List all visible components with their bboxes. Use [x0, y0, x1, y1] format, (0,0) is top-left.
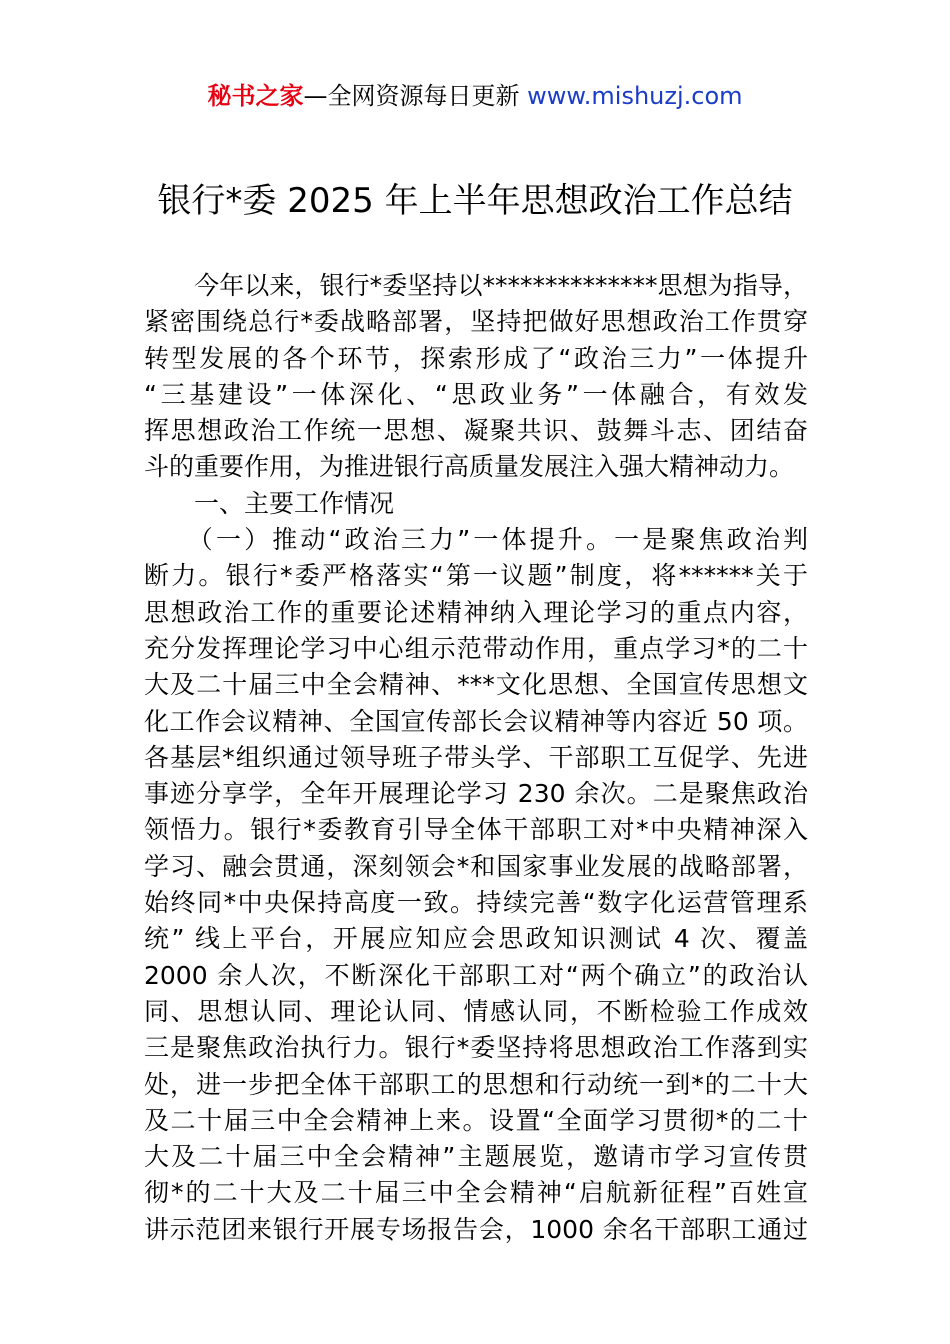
body-line: 2000 余人次，不断深化干部职工对“两个确立”的政治认	[144, 960, 808, 990]
body-line: “三基建设”一体深化、“思政业务”一体融合，有效发	[144, 379, 808, 409]
body-line: （一）推动“政治三力”一体提升。一是聚焦政治判	[144, 525, 808, 555]
site-slogan: —全网资源每日更新	[303, 82, 528, 110]
body-line: 处，进一步把全体干部职工的思想和行动统一到*的二十大	[144, 1069, 808, 1099]
body-line: 领悟力。银行*委教育引导全体干部职工对*中央精神深入	[144, 815, 808, 845]
body-line: 大及二十届三中全会精神”主题展览，邀请市学习宣传贯	[144, 1142, 808, 1172]
body-line: 紧密围绕总行*委战略部署，坚持把做好思想政治工作贯穿	[144, 307, 808, 337]
body-line: 思想政治工作的重要论述精神纳入理论学习的重点内容，	[144, 597, 808, 627]
body-line: 斗的重要作用，为推进银行高质量发展注入强大精神动力。	[144, 452, 795, 482]
body-line: 各基层*组织通过领导班子带头学、干部职工互促学、先进	[144, 742, 808, 772]
site-header	[0, 80, 950, 112]
body-line: 今年以来，银行*委坚持以**************思想为指导，	[144, 271, 808, 300]
body-line: 始终同*中央保持高度一致。持续完善“数字化运营管理系	[144, 888, 808, 918]
body-line: 统” 线上平台，开展应知应会思政知识测试 4 次、覆盖	[144, 924, 808, 954]
document-body	[144, 268, 808, 1248]
site-brand: 秘书之家	[207, 82, 304, 110]
body-line: 学习、融会贯通，深刻领会*和国家事业发展的战略部署，	[144, 851, 808, 881]
body-line: 讲示范团来银行开展专场报告会，1000 余名干部职工通过	[144, 1214, 808, 1244]
document-title: 银行*委 2025 年上半年思想政治工作总结	[157, 181, 793, 221]
site-url[interactable]: www.mishuzj.com	[527, 82, 743, 110]
body-line: 及二十届三中全会精神上来。设置“全面学习贯彻*的二十	[144, 1105, 808, 1135]
body-line: 挥思想政治工作统一思想、凝聚共识、鼓舞斗志、团结奋	[144, 416, 808, 446]
body-line: 大及二十届三中全会精神、***文化思想、全国宣传思想文	[144, 670, 808, 700]
body-line: 彻*的二十大及二十届三中全会精神“启航新征程”百姓宣	[144, 1178, 808, 1208]
body-line: 三是聚焦政治执行力。银行*委坚持将思想政治工作落到实	[144, 1033, 808, 1063]
body-line: 充分发挥理论学习中心组示范带动作用，重点学习*的二十	[144, 633, 808, 663]
body-line: 化工作会议精神、全国宣传部长会议精神等内容近 50 项。	[144, 706, 808, 736]
body-line: 事迹分享学，全年开展理论学习 230 余次。二是聚焦政治	[144, 779, 808, 809]
section-heading: 一、主要工作情况	[144, 488, 395, 518]
body-line: 转型发展的各个环节，探索形成了“政治三力”一体提升	[144, 343, 808, 373]
body-line: 同、思想认同、理论认同、情感认同，不断检验工作成效	[144, 996, 808, 1026]
body-line: 断力。银行*委严格落实“第一议题”制度，将******关于	[144, 561, 808, 591]
